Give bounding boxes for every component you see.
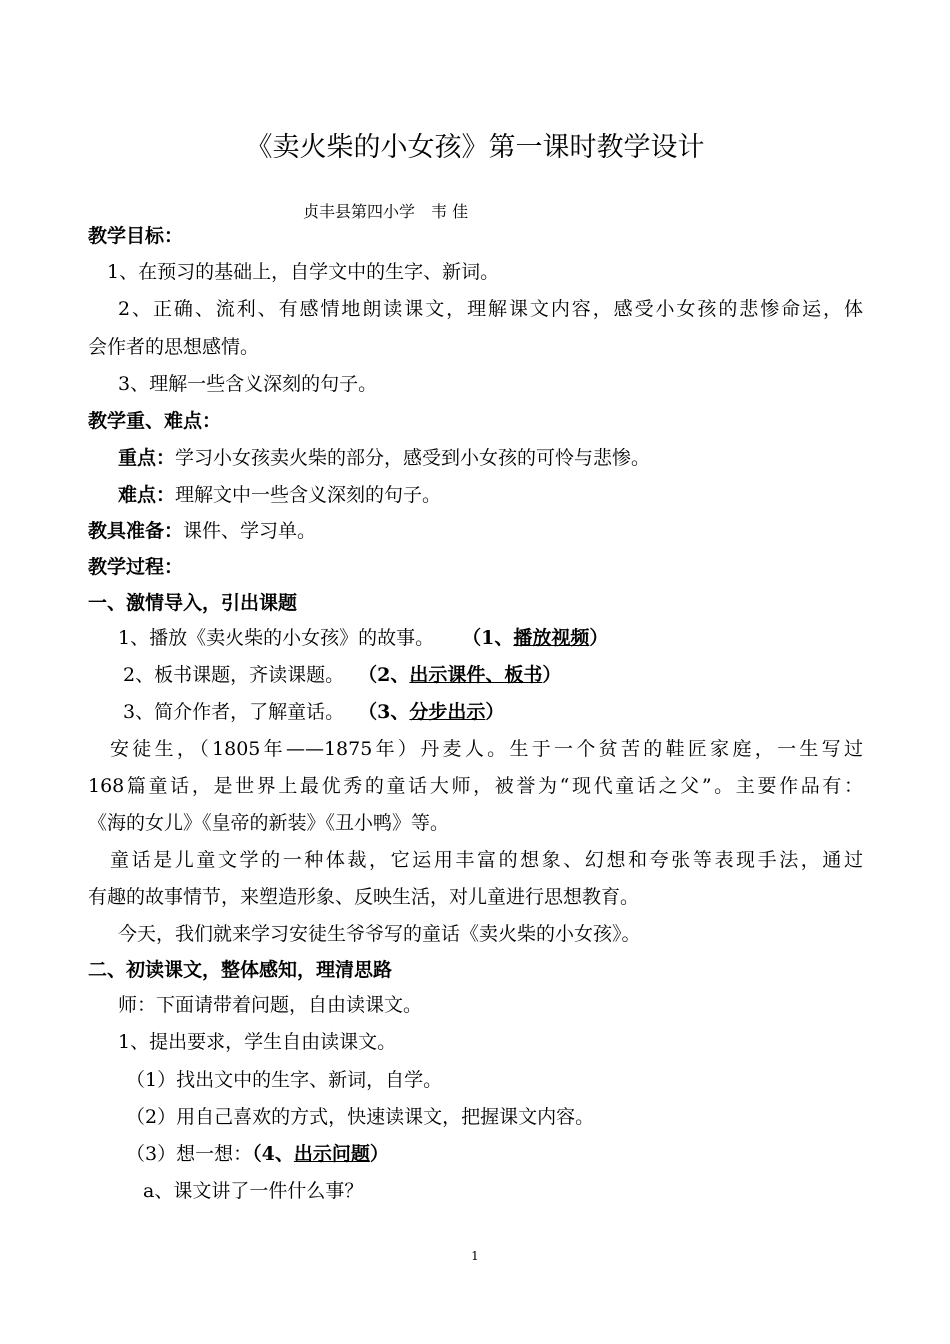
sub-step-3-text: （3）想一想： [126,1143,253,1165]
objective-2-line-2: 会作者的思想感情。 [88,336,260,358]
objectives-heading: 教学目标： [88,225,184,247]
section-2-step-1: 1、提出要求，学生自由读课文。 [118,1031,397,1053]
objective-2-line-1: 2、正确、流利、有感情地朗读课文，理解课文内容，感受小女孩的悲惨命运，体 [118,298,863,320]
show-questions-note: 出示问题 [293,1143,370,1165]
step-2-text: 2、板书课题，齐读课题。 [123,664,345,686]
step-3-text: 3、简介作者，了解童话。 [123,701,345,723]
teacher-line: 师：下面请带着问题，自由读课文。 [118,994,423,1016]
author-line: 贞丰县第四小学 韦 佳 [303,202,469,221]
section-1-step-3 [123,698,504,726]
page-number: 1 [471,1249,479,1263]
bio-line-2: 168篇童话，是世界上最优秀的童话大师，被誉为“现代童话之父”。主要作品有： [88,775,863,797]
difficult-point-label: 难点： [118,484,176,506]
fairy-tale-line-2: 有趣的故事情节，来塑造形象、反映生活，对儿童进行思想教育。 [88,886,640,908]
section-1-step-1 [118,624,608,652]
show-in-steps-note: 分步出示 [409,701,486,723]
process-heading: 教学过程： [88,556,184,578]
materials-label: 教具准备： [88,520,184,542]
sub-step-3-note: （4、出示问题） [252,1143,389,1165]
page-title: 《卖火柴的小女孩》第一课时教学设计 [245,132,705,163]
bio-line-1: 安徒生，（1805年——1875年）丹麦人。生于一个贫苦的鞋匠家庭，一生写过 [110,738,863,760]
difficult-point-line [118,481,441,509]
objective-1: 1、在预习的基础上，自学文中的生字、新词。 [107,261,500,283]
fairy-tale-line-1: 童话是儿童文学的一种体裁，它运用丰富的想象、幻想和夸张等表现手法，通过 [110,849,863,871]
sub-step-1: （1）找出文中的生字、新词，自学。 [126,1069,443,1091]
key-point-label: 重点： [118,447,176,469]
section-1-heading: 一、激情导入，引出课题 [88,592,298,614]
step-1-text: 1、播放《卖火柴的小女孩》的故事。 [118,627,435,649]
difficult-point-text: 理解文中一些含义深刻的句子。 [175,484,442,506]
key-points-heading: 教学重、难点： [88,410,222,432]
materials-text: 课件、学习单。 [183,520,317,542]
sub-step-3 [126,1140,389,1168]
step-3-note: （3、分步出示） [358,701,505,723]
section-1-step-2 [123,661,561,689]
step-2-note: （2、出示课件、板书） [358,664,562,686]
step-1-note: （1、播放视频） [462,627,609,649]
materials-line [88,517,316,545]
key-point-text: 学习小女孩卖火柴的部分，感受到小女孩的可怜与悲惨。 [175,447,651,469]
key-point-line [118,444,650,472]
question-a: a、课文讲了一件什么事？ [143,1180,364,1202]
bio-line-3: 《海的女儿》《皇帝的新装》《丑小鸭》等。 [88,812,450,834]
play-video-note: 播放视频 [513,627,590,649]
today-line: 今天，我们就来学习安徒生爷爷写的童话《卖火柴的小女孩》。 [118,923,641,945]
section-2-heading: 二、初读课文，整体感知，理清思路 [88,959,393,981]
objective-3: 3、理解一些含义深刻的句子。 [118,373,378,395]
sub-step-2: （2）用自己喜欢的方式，快速读课文，把握课文内容。 [126,1106,595,1128]
show-slides-note: 出示课件、板书 [409,664,543,686]
